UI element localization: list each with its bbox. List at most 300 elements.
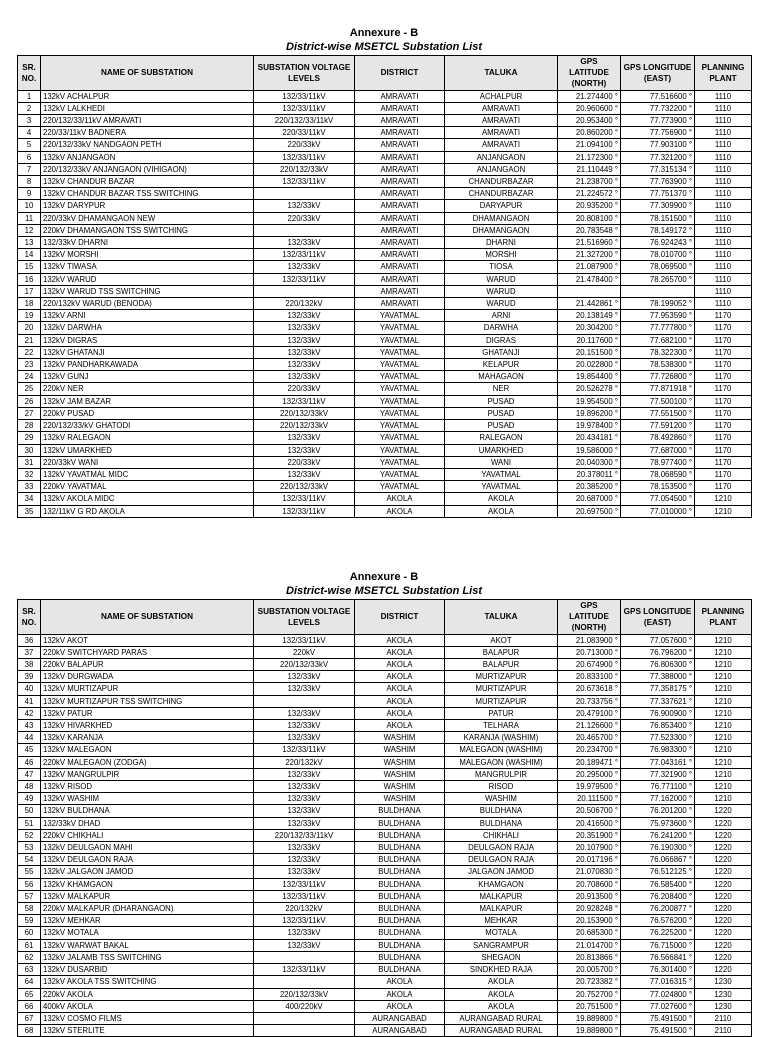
cell-voltage-levels: 220/33kV [254, 456, 355, 468]
cell-substation-name: 132kV RALEGAON [41, 432, 254, 444]
cell-substation-name: 220kV BALAPUR [41, 659, 254, 671]
cell-longitude: 76.900900 ° [621, 707, 695, 719]
cell-district: YAVATMAL [355, 371, 445, 383]
cell-voltage-levels: 132/33kV [254, 346, 355, 358]
cell-taluka: DEULGAON RAJA [445, 842, 558, 854]
cell-planning-plant: 1210 [695, 695, 752, 707]
cell-planning-plant: 1110 [695, 298, 752, 310]
cell-latitude: 19.889800 ° [558, 1025, 621, 1037]
cell-planning-plant: 1220 [695, 890, 752, 902]
cell-planning-plant: 1110 [695, 176, 752, 188]
cell-sr-no: 56 [18, 878, 41, 890]
cell-taluka: SHEGAON [445, 951, 558, 963]
cell-latitude: 20.107900 ° [558, 842, 621, 854]
cell-taluka: SANGRAMPUR [445, 939, 558, 951]
cell-planning-plant: 1220 [695, 964, 752, 976]
cell-voltage-levels: 220/132/33kV [254, 420, 355, 432]
table-row [18, 383, 752, 395]
cell-substation-name: 132kV KARANJA [41, 732, 254, 744]
cell-district: AMRAVATI [355, 273, 445, 285]
cell-substation-name: 132/33kV DHAD [41, 817, 254, 829]
cell-voltage-levels: 132/33/11kV [254, 90, 355, 102]
cell-planning-plant: 1220 [695, 842, 752, 854]
cell-taluka: MALEGAON (WASHIM) [445, 756, 558, 768]
cell-voltage-levels: 132/33kV [254, 939, 355, 951]
cell-substation-name: 220kV MALKAPUR (DHARANGAON) [41, 903, 254, 915]
cell-substation-name: 132kV CHANDUR BAZAR [41, 176, 254, 188]
cell-district: BULDHANA [355, 964, 445, 976]
cell-substation-name: 132kV ARNI [41, 310, 254, 322]
cell-substation-name: 132kV DIGRAS [41, 334, 254, 346]
annexure-title: Annexure - B [349, 571, 419, 583]
cell-taluka: KELAPUR [445, 359, 558, 371]
cell-taluka: KHAMGAON [445, 878, 558, 890]
col-header-sr-no: SR. NO. [18, 600, 41, 635]
cell-substation-name: 132kV GUNJ [41, 371, 254, 383]
cell-sr-no: 15 [18, 261, 41, 273]
cell-substation-name: 132kV STERLITE [41, 1025, 254, 1037]
cell-latitude: 20.304200 ° [558, 322, 621, 334]
table-row [18, 115, 752, 127]
col-header-planning-plant: PLANNING PLANT [695, 56, 752, 91]
annexure-title: Annexure - B [349, 27, 419, 39]
table-row [18, 671, 752, 683]
cell-district: BULDHANA [355, 817, 445, 829]
cell-substation-name: 132kV RISOD [41, 781, 254, 793]
cell-substation-name: 132kV DARYPUR [41, 200, 254, 212]
cell-sr-no: 42 [18, 707, 41, 719]
cell-district: BULDHANA [355, 939, 445, 951]
cell-taluka: AMRAVATI [445, 139, 558, 151]
cell-latitude: 21.442861 ° [558, 298, 621, 310]
cell-latitude: 20.953400 ° [558, 115, 621, 127]
cell-latitude: 20.808100 ° [558, 212, 621, 224]
cell-planning-plant: 1220 [695, 878, 752, 890]
cell-substation-name: 132kV AKOLA TSS SWITCHING [41, 976, 254, 988]
cell-planning-plant: 1170 [695, 468, 752, 480]
cell-district: AMRAVATI [355, 200, 445, 212]
cell-taluka: AKOLA [445, 1000, 558, 1012]
cell-district: YAVATMAL [355, 468, 445, 480]
cell-latitude: 20.153900 ° [558, 915, 621, 927]
cell-sr-no: 43 [18, 720, 41, 732]
cell-planning-plant: 1110 [695, 102, 752, 114]
cell-longitude: 77.682100 ° [621, 334, 695, 346]
cell-sr-no: 30 [18, 444, 41, 456]
cell-sr-no: 13 [18, 237, 41, 249]
cell-taluka: RISOD [445, 781, 558, 793]
cell-substation-name: 220/132/33/11kV AMRAVATI [41, 115, 254, 127]
cell-sr-no: 23 [18, 359, 41, 371]
table-row [18, 842, 752, 854]
cell-latitude: 20.479100 ° [558, 707, 621, 719]
cell-substation-name: 132kV ANJANGAON [41, 151, 254, 163]
cell-planning-plant: 1170 [695, 310, 752, 322]
cell-district: YAVATMAL [355, 481, 445, 493]
table-row [18, 976, 752, 988]
cell-taluka: AMRAVATI [445, 115, 558, 127]
cell-planning-plant: 1230 [695, 1000, 752, 1012]
cell-substation-name: 400kV AKOLA [41, 1000, 254, 1012]
cell-sr-no: 68 [18, 1025, 41, 1037]
cell-district: AMRAVATI [355, 237, 445, 249]
table-row [18, 493, 752, 505]
cell-sr-no: 31 [18, 456, 41, 468]
cell-latitude: 20.673618 ° [558, 683, 621, 695]
cell-longitude: 78.149172 ° [621, 224, 695, 236]
cell-sr-no: 66 [18, 1000, 41, 1012]
cell-sr-no: 62 [18, 951, 41, 963]
cell-substation-name: 132kV MALKAPUR [41, 890, 254, 902]
cell-taluka: BALAPUR [445, 659, 558, 671]
substation-table-1 [17, 55, 752, 518]
cell-sr-no: 22 [18, 346, 41, 358]
cell-planning-plant: 1210 [695, 793, 752, 805]
cell-voltage-levels: 132/33kV [254, 793, 355, 805]
cell-planning-plant: 1110 [695, 127, 752, 139]
cell-voltage-levels: 132/33/11kV [254, 273, 355, 285]
cell-latitude: 20.465700 ° [558, 732, 621, 744]
cell-longitude: 77.162000 ° [621, 793, 695, 805]
cell-taluka: AMRAVATI [445, 127, 558, 139]
cell-longitude: 76.241200 ° [621, 829, 695, 841]
cell-sr-no: 21 [18, 334, 41, 346]
cell-sr-no: 54 [18, 854, 41, 866]
cell-taluka: MANGRULPIR [445, 768, 558, 780]
cell-voltage-levels: 132/33/11kV [254, 395, 355, 407]
cell-district: YAVATMAL [355, 395, 445, 407]
cell-sr-no: 41 [18, 695, 41, 707]
cell-planning-plant: 1220 [695, 817, 752, 829]
table-row [18, 805, 752, 817]
cell-planning-plant: 1170 [695, 359, 752, 371]
cell-planning-plant: 1170 [695, 407, 752, 419]
cell-voltage-levels: 132/33kV [254, 371, 355, 383]
table-row [18, 659, 752, 671]
col-header-voltage: SUBSTATION VOLTAGE LEVELS [254, 56, 355, 91]
cell-sr-no: 24 [18, 371, 41, 383]
cell-latitude: 20.351900 ° [558, 829, 621, 841]
cell-planning-plant: 2110 [695, 1025, 752, 1037]
cell-longitude: 77.388000 ° [621, 671, 695, 683]
cell-taluka: ANJANGAON [445, 163, 558, 175]
cell-taluka: SINDKHED RAJA [445, 964, 558, 976]
table-row [18, 249, 752, 261]
table-row [18, 151, 752, 163]
cell-longitude: 77.551500 ° [621, 407, 695, 419]
cell-voltage-levels: 132/33/11kV [254, 744, 355, 756]
cell-taluka: MURTIZAPUR [445, 695, 558, 707]
cell-planning-plant: 1110 [695, 212, 752, 224]
cell-taluka: UMARKHED [445, 444, 558, 456]
cell-planning-plant: 1170 [695, 420, 752, 432]
cell-latitude: 21.224572 ° [558, 188, 621, 200]
table-header-row [18, 600, 752, 635]
cell-latitude: 20.674900 ° [558, 659, 621, 671]
cell-taluka: WARUD [445, 285, 558, 297]
cell-voltage-levels: 132/33kV [254, 322, 355, 334]
annexure-subtitle: District-wise MSETCL Substation List [286, 585, 482, 597]
cell-taluka: PATUR [445, 707, 558, 719]
cell-substation-name: 132kV PANDHARKAWADA [41, 359, 254, 371]
cell-sr-no: 27 [18, 407, 41, 419]
table-row [18, 200, 752, 212]
cell-longitude: 77.309900 ° [621, 200, 695, 212]
cell-taluka: AKOT [445, 634, 558, 646]
table-row [18, 951, 752, 963]
cell-planning-plant: 1110 [695, 224, 752, 236]
cell-voltage-levels: 220/33kV [254, 383, 355, 395]
cell-taluka: ACHALPUR [445, 90, 558, 102]
cell-planning-plant: 1110 [695, 188, 752, 200]
cell-substation-name: 132kV UMARKHED [41, 444, 254, 456]
table-row [18, 261, 752, 273]
table-row [18, 505, 752, 517]
cell-voltage-levels: 132/33/11kV [254, 151, 355, 163]
cell-sr-no: 16 [18, 273, 41, 285]
cell-sr-no: 63 [18, 964, 41, 976]
table-row [18, 756, 752, 768]
cell-planning-plant: 1210 [695, 707, 752, 719]
table-row [18, 395, 752, 407]
cell-latitude: 21.327200 ° [558, 249, 621, 261]
cell-longitude: 78.977400 ° [621, 456, 695, 468]
table-row [18, 139, 752, 151]
cell-voltage-levels: 132/33kV [254, 200, 355, 212]
cell-longitude: 78.151500 ° [621, 212, 695, 224]
annexure-block-1 [17, 27, 751, 518]
cell-latitude: 21.110449 ° [558, 163, 621, 175]
cell-latitude: 20.733756 ° [558, 695, 621, 707]
cell-substation-name: 132kV MORSHI [41, 249, 254, 261]
cell-taluka: PUSAD [445, 407, 558, 419]
cell-latitude [558, 285, 621, 297]
cell-sr-no: 14 [18, 249, 41, 261]
cell-district: AKOLA [355, 707, 445, 719]
cell-longitude: 76.566841 ° [621, 951, 695, 963]
cell-taluka: WANI [445, 456, 558, 468]
cell-substation-name: 132kV HIVARKHED [41, 720, 254, 732]
cell-voltage-levels [254, 285, 355, 297]
cell-sr-no: 60 [18, 927, 41, 939]
cell-voltage-levels: 132/33kV [254, 310, 355, 322]
cell-sr-no: 28 [18, 420, 41, 432]
cell-latitude: 20.385200 ° [558, 481, 621, 493]
cell-district: YAVATMAL [355, 444, 445, 456]
cell-voltage-levels: 132/33/11kV [254, 505, 355, 517]
cell-longitude: 77.903100 ° [621, 139, 695, 151]
table-row [18, 188, 752, 200]
cell-planning-plant: 1110 [695, 200, 752, 212]
cell-latitude: 21.070830 ° [558, 866, 621, 878]
cell-substation-name: 220/33/11kV BADNERA [41, 127, 254, 139]
cell-planning-plant: 1230 [695, 988, 752, 1000]
cell-longitude: 76.066867 ° [621, 854, 695, 866]
cell-voltage-levels: 132/33kV [254, 671, 355, 683]
cell-latitude: 20.234700 ° [558, 744, 621, 756]
cell-voltage-levels [254, 224, 355, 236]
cell-longitude: 77.763900 ° [621, 176, 695, 188]
cell-substation-name: 132kV WARUD TSS SWITCHING [41, 285, 254, 297]
table-row [18, 817, 752, 829]
table-row [18, 371, 752, 383]
col-header-latitude: GPS LATITUDE (NORTH) [558, 56, 621, 91]
cell-latitude: 20.685300 ° [558, 927, 621, 939]
cell-longitude: 76.201200 ° [621, 805, 695, 817]
cell-substation-name: 220kV SWITCHYARD PARAS [41, 646, 254, 658]
cell-sr-no: 51 [18, 817, 41, 829]
cell-planning-plant: 1110 [695, 249, 752, 261]
cell-voltage-levels: 220/33kV [254, 139, 355, 151]
cell-longitude: 77.751370 ° [621, 188, 695, 200]
cell-latitude: 21.094100 ° [558, 139, 621, 151]
cell-latitude: 20.506700 ° [558, 805, 621, 817]
cell-district: YAVATMAL [355, 432, 445, 444]
cell-district: YAVATMAL [355, 456, 445, 468]
cell-substation-name: 132kV AKOT [41, 634, 254, 646]
cell-voltage-levels: 220/132kV [254, 756, 355, 768]
table-row [18, 988, 752, 1000]
cell-latitude: 20.022800 ° [558, 359, 621, 371]
cell-latitude: 20.935200 ° [558, 200, 621, 212]
cell-longitude: 76.512125 ° [621, 866, 695, 878]
annexure-subtitle: District-wise MSETCL Substation List [286, 41, 482, 53]
cell-taluka: KARANJA (WASHIM) [445, 732, 558, 744]
cell-sr-no: 26 [18, 395, 41, 407]
cell-sr-no: 2 [18, 102, 41, 114]
cell-latitude: 21.274400 ° [558, 90, 621, 102]
col-header-voltage: SUBSTATION VOLTAGE LEVELS [254, 600, 355, 635]
table-row [18, 334, 752, 346]
cell-sr-no: 4 [18, 127, 41, 139]
cell-longitude: 76.715000 ° [621, 939, 695, 951]
cell-planning-plant: 1210 [695, 646, 752, 658]
cell-taluka: RALEGAON [445, 432, 558, 444]
cell-latitude: 20.783548 ° [558, 224, 621, 236]
cell-latitude: 19.854400 ° [558, 371, 621, 383]
col-header-district: DISTRICT [355, 56, 445, 91]
cell-taluka: AURANGABAD RURAL [445, 1025, 558, 1037]
cell-substation-name: 132kV COSMO FILMS [41, 1012, 254, 1024]
cell-planning-plant: 1220 [695, 915, 752, 927]
table-row [18, 285, 752, 297]
cell-district: AMRAVATI [355, 90, 445, 102]
table-row [18, 744, 752, 756]
cell-longitude: 78.069500 ° [621, 261, 695, 273]
cell-planning-plant: 1210 [695, 768, 752, 780]
table-row [18, 237, 752, 249]
cell-latitude: 20.913500 ° [558, 890, 621, 902]
cell-substation-name: 132kV MURTIZAPUR [41, 683, 254, 695]
cell-taluka: AKOLA [445, 493, 558, 505]
cell-substation-name: 132kV DEULGAON RAJA [41, 854, 254, 866]
cell-district: BULDHANA [355, 927, 445, 939]
cell-taluka: DHARNI [445, 237, 558, 249]
cell-taluka: DARWHA [445, 322, 558, 334]
cell-district: AMRAVATI [355, 151, 445, 163]
cell-longitude: 76.796200 ° [621, 646, 695, 658]
cell-longitude: 77.756900 ° [621, 127, 695, 139]
cell-latitude: 20.687000 ° [558, 493, 621, 505]
cell-longitude: 77.687000 ° [621, 444, 695, 456]
cell-district: AKOLA [355, 1000, 445, 1012]
cell-taluka: JALGAON JAMOD [445, 866, 558, 878]
cell-sr-no: 32 [18, 468, 41, 480]
cell-sr-no: 64 [18, 976, 41, 988]
cell-planning-plant: 1170 [695, 481, 752, 493]
cell-district: YAVATMAL [355, 322, 445, 334]
cell-sr-no: 34 [18, 493, 41, 505]
cell-longitude: 77.773900 ° [621, 115, 695, 127]
table-row [18, 1012, 752, 1024]
cell-substation-name: 132kV WARWAT BAKAL [41, 939, 254, 951]
cell-latitude: 20.813866 ° [558, 951, 621, 963]
table-row [18, 310, 752, 322]
cell-voltage-levels: 132/33kV [254, 768, 355, 780]
cell-substation-name: 220kV CHIKHALI [41, 829, 254, 841]
cell-voltage-levels: 132/33kV [254, 237, 355, 249]
cell-taluka: AMRAVATI [445, 102, 558, 114]
cell-sr-no: 61 [18, 939, 41, 951]
cell-latitude: 19.978400 ° [558, 420, 621, 432]
table-row [18, 854, 752, 866]
cell-district: AMRAVATI [355, 285, 445, 297]
table-row [18, 273, 752, 285]
cell-sr-no: 38 [18, 659, 41, 671]
cell-taluka: AKOLA [445, 988, 558, 1000]
cell-latitude: 21.126600 ° [558, 720, 621, 732]
cell-voltage-levels: 220/33/11kV [254, 127, 355, 139]
cell-longitude: 77.777800 ° [621, 322, 695, 334]
cell-taluka: MAHAGAON [445, 371, 558, 383]
cell-longitude: 75.973600 ° [621, 817, 695, 829]
cell-substation-name: 220/33kV WANI [41, 456, 254, 468]
cell-planning-plant: 1220 [695, 854, 752, 866]
cell-planning-plant: 1210 [695, 634, 752, 646]
cell-latitude: 20.416500 ° [558, 817, 621, 829]
cell-taluka: YAVATMAL [445, 481, 558, 493]
cell-district: YAVATMAL [355, 407, 445, 419]
cell-longitude: 76.853400 ° [621, 720, 695, 732]
cell-longitude: 76.585400 ° [621, 878, 695, 890]
table-row [18, 793, 752, 805]
table-body-1 [18, 90, 752, 517]
cell-substation-name: 132kV DEULGAON MAHI [41, 842, 254, 854]
cell-planning-plant: 1220 [695, 829, 752, 841]
table-row [18, 444, 752, 456]
cell-sr-no: 12 [18, 224, 41, 236]
cell-district: AKOLA [355, 634, 445, 646]
cell-voltage-levels: 132/33/11kV [254, 102, 355, 114]
cell-taluka: DARYAPUR [445, 200, 558, 212]
col-header-taluka: TALUKA [445, 600, 558, 635]
cell-district: AMRAVATI [355, 176, 445, 188]
table-row [18, 829, 752, 841]
cell-taluka: NER [445, 383, 558, 395]
cell-sr-no: 65 [18, 988, 41, 1000]
cell-voltage-levels: 400/220kV [254, 1000, 355, 1012]
cell-substation-name: 220kV DHAMANGAON TSS SWITCHING [41, 224, 254, 236]
cell-longitude: 78.068590 ° [621, 468, 695, 480]
cell-sr-no: 39 [18, 671, 41, 683]
cell-substation-name: 132kV DARWHA [41, 322, 254, 334]
cell-substation-name: 132/11kV G RD AKOLA [41, 505, 254, 517]
cell-sr-no: 17 [18, 285, 41, 297]
cell-district: AMRAVATI [355, 127, 445, 139]
cell-planning-plant: 1170 [695, 322, 752, 334]
cell-sr-no: 40 [18, 683, 41, 695]
cell-substation-name: 132kV ACHALPUR [41, 90, 254, 102]
